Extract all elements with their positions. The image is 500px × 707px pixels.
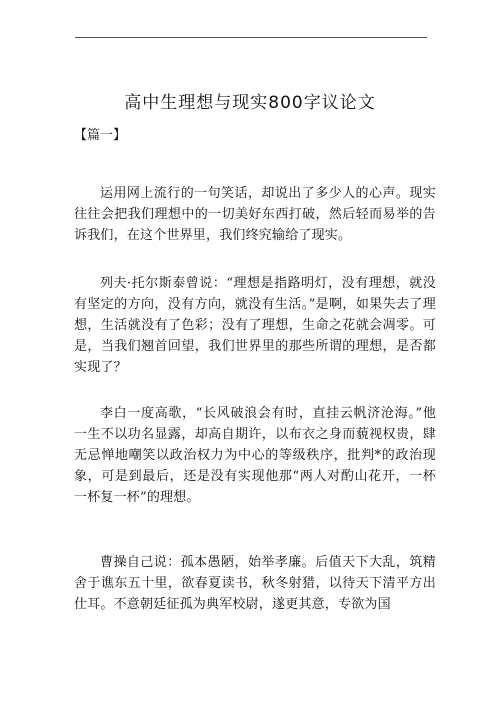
header-rule [75,37,427,38]
paragraph-2: 列夫·托尔斯泰曾说：“理想是指路明灯，没有理想，就没有坚定的方向，没有方向，就没有生活。”是啊，如果失去了理想，生活就没有了色彩；没有了理想，生命之花就会凋零。可是，当我们翘首回望，我们世界里的那些所谓的理想，是否都实现了？ [74,276,436,375]
paragraph-3: 李白一度高歌，“长风破浪会有时，直挂云帆济沧海。”他一生不以功名显露，却高自期许，以布衣之身而藐视权贵，肆无忌惮地嘲笑以政治权力为中心的等级秩序，批判*的政治现象，可是到最后，还是没有实现他那“两人对酌山花开，一杯一杯复一杯”的理想。 [74,406,436,505]
paragraph-4: 曹操自己说：孤本愚陋，始举孝廉。后值天下大乱，筑精舍于谯东五十里，欲春夏读书，秋冬射猎，以待天下清平方出仕耳。不意朝廷征孤为典军校尉，遂更其意，专欲为国 [74,555,436,612]
paragraph-1: 运用网上流行的一句笑话，却说出了多少人的心声。现实往往会把我们理想中的一切美好东西打破，然后轻而易举的告诉我们，在这个世界里，我们终究输给了现实。 [74,186,436,243]
section-label: 【篇一】 [74,128,127,143]
document-title: 高中生理想与现实800字议论文 [124,93,376,113]
